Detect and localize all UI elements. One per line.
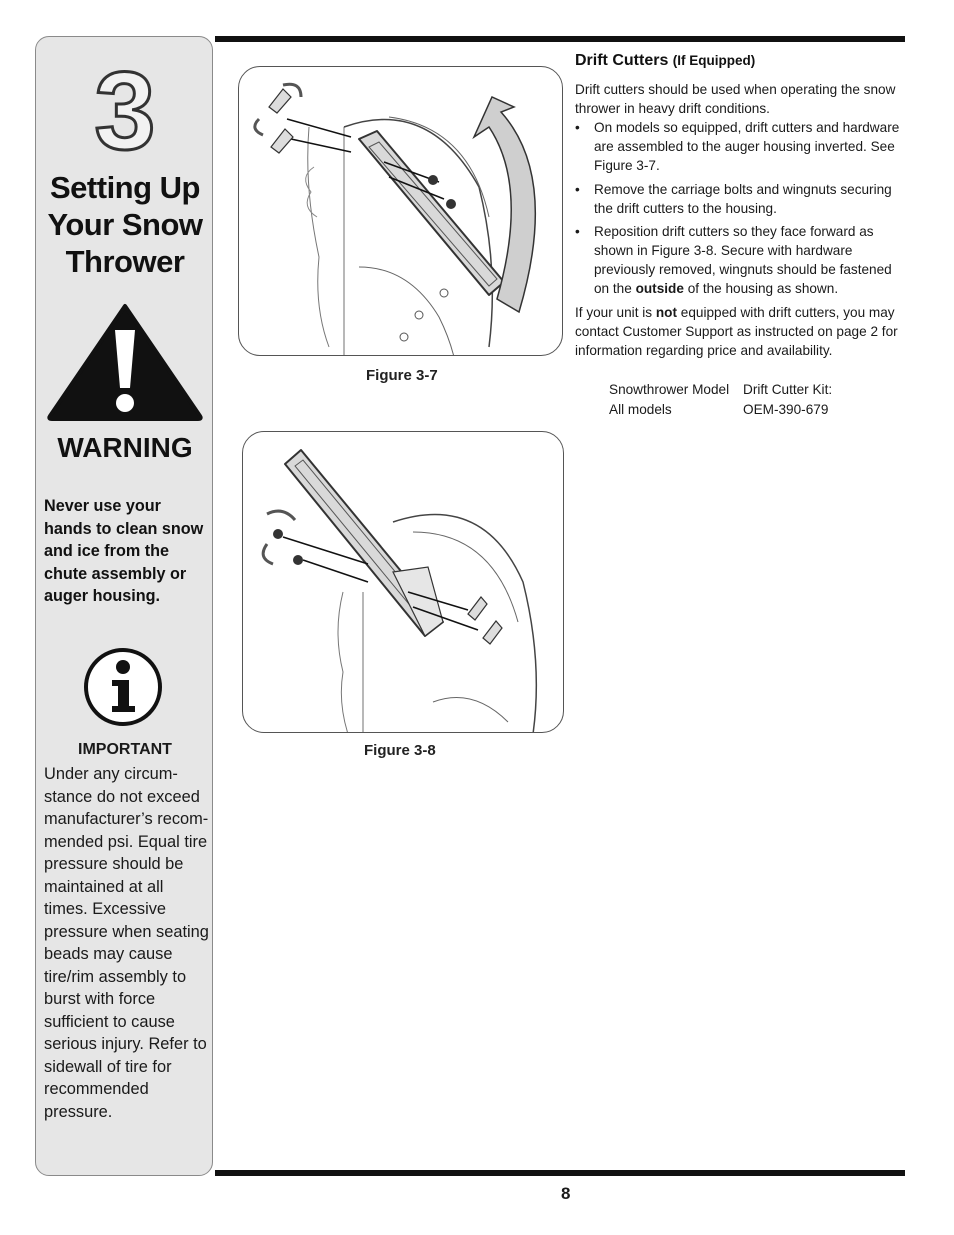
note-emphasis: not <box>655 305 677 320</box>
warning-triangle-icon <box>46 302 204 422</box>
availability-note <box>575 303 910 360</box>
instruction-list <box>575 118 910 303</box>
figure-3-8-caption: Figure 3-8 <box>364 742 436 759</box>
section-title-main: Drift Cutters <box>575 52 669 69</box>
page-number: 8 <box>561 1184 571 1203</box>
section-title-suffix: (If Equipped) <box>672 53 756 68</box>
table-row <box>609 400 832 420</box>
table-header-row <box>609 380 832 400</box>
important-text: Under any circum-stance do not exceed manufacturer’s recom-mended psi. Equal tire pressure should be maintained at all times. Excessive pressure when seating beads may cause tire/rim assembly to burst with force sufficient to cause serious injury. Refer to sidewall of tire for recommended pressure. <box>44 765 209 1121</box>
list-item-emphasis: outside <box>635 281 684 296</box>
warning-text: Never use your hands to clean snow and ice from the chute assembly or auger housing. <box>44 497 204 606</box>
figure-3-7-illustration <box>238 66 563 356</box>
chapter-number: 3 <box>94 50 156 173</box>
info-icon <box>82 646 164 728</box>
warning-heading: WARNING <box>57 432 193 463</box>
top-rule <box>215 36 905 42</box>
table-header-model: Snowthrower Model <box>609 382 730 397</box>
bottom-rule <box>215 1170 905 1176</box>
table-cell-kit: OEM-390-679 <box>743 401 829 417</box>
section-title <box>575 52 755 70</box>
list-item-text-end: of the housing as shown. <box>687 281 839 296</box>
figure-3-8-illustration <box>242 431 564 733</box>
kit-table <box>609 380 832 419</box>
list-item: • On models so equipped, drift cutters and hardware are assembled to the auger housing inverted. See Figure 3-7. <box>575 118 910 175</box>
chapter-title: Setting Up Your Snow Thrower <box>47 170 203 279</box>
important-heading: IMPORTANT <box>78 741 172 758</box>
note-text-pre: If your unit is <box>575 305 653 320</box>
list-item <box>575 222 910 298</box>
sidebar-panel <box>35 36 213 1176</box>
table-cell-model: All models <box>609 401 672 417</box>
list-item: • Remove the carriage bolts and wingnuts securing the drift cutters to the housing. <box>575 180 910 218</box>
figure-3-7-caption: Figure 3-7 <box>366 367 438 384</box>
table-header-kit: Drift Cutter Kit: <box>743 382 833 397</box>
list-item-text: Reposition drift cutters so they face forward as shown in Figure 3-8. Secure with hardware previously removed, wingnuts should be fastened on the <box>594 224 892 296</box>
intro-paragraph: Drift cutters should be used when operating the snow thrower in heavy drift conditions. <box>575 82 896 116</box>
note-text-post: equipped with drift cutters, you may contact Customer Support as instructed on page 2 for information regarding price and availability. <box>575 305 898 358</box>
